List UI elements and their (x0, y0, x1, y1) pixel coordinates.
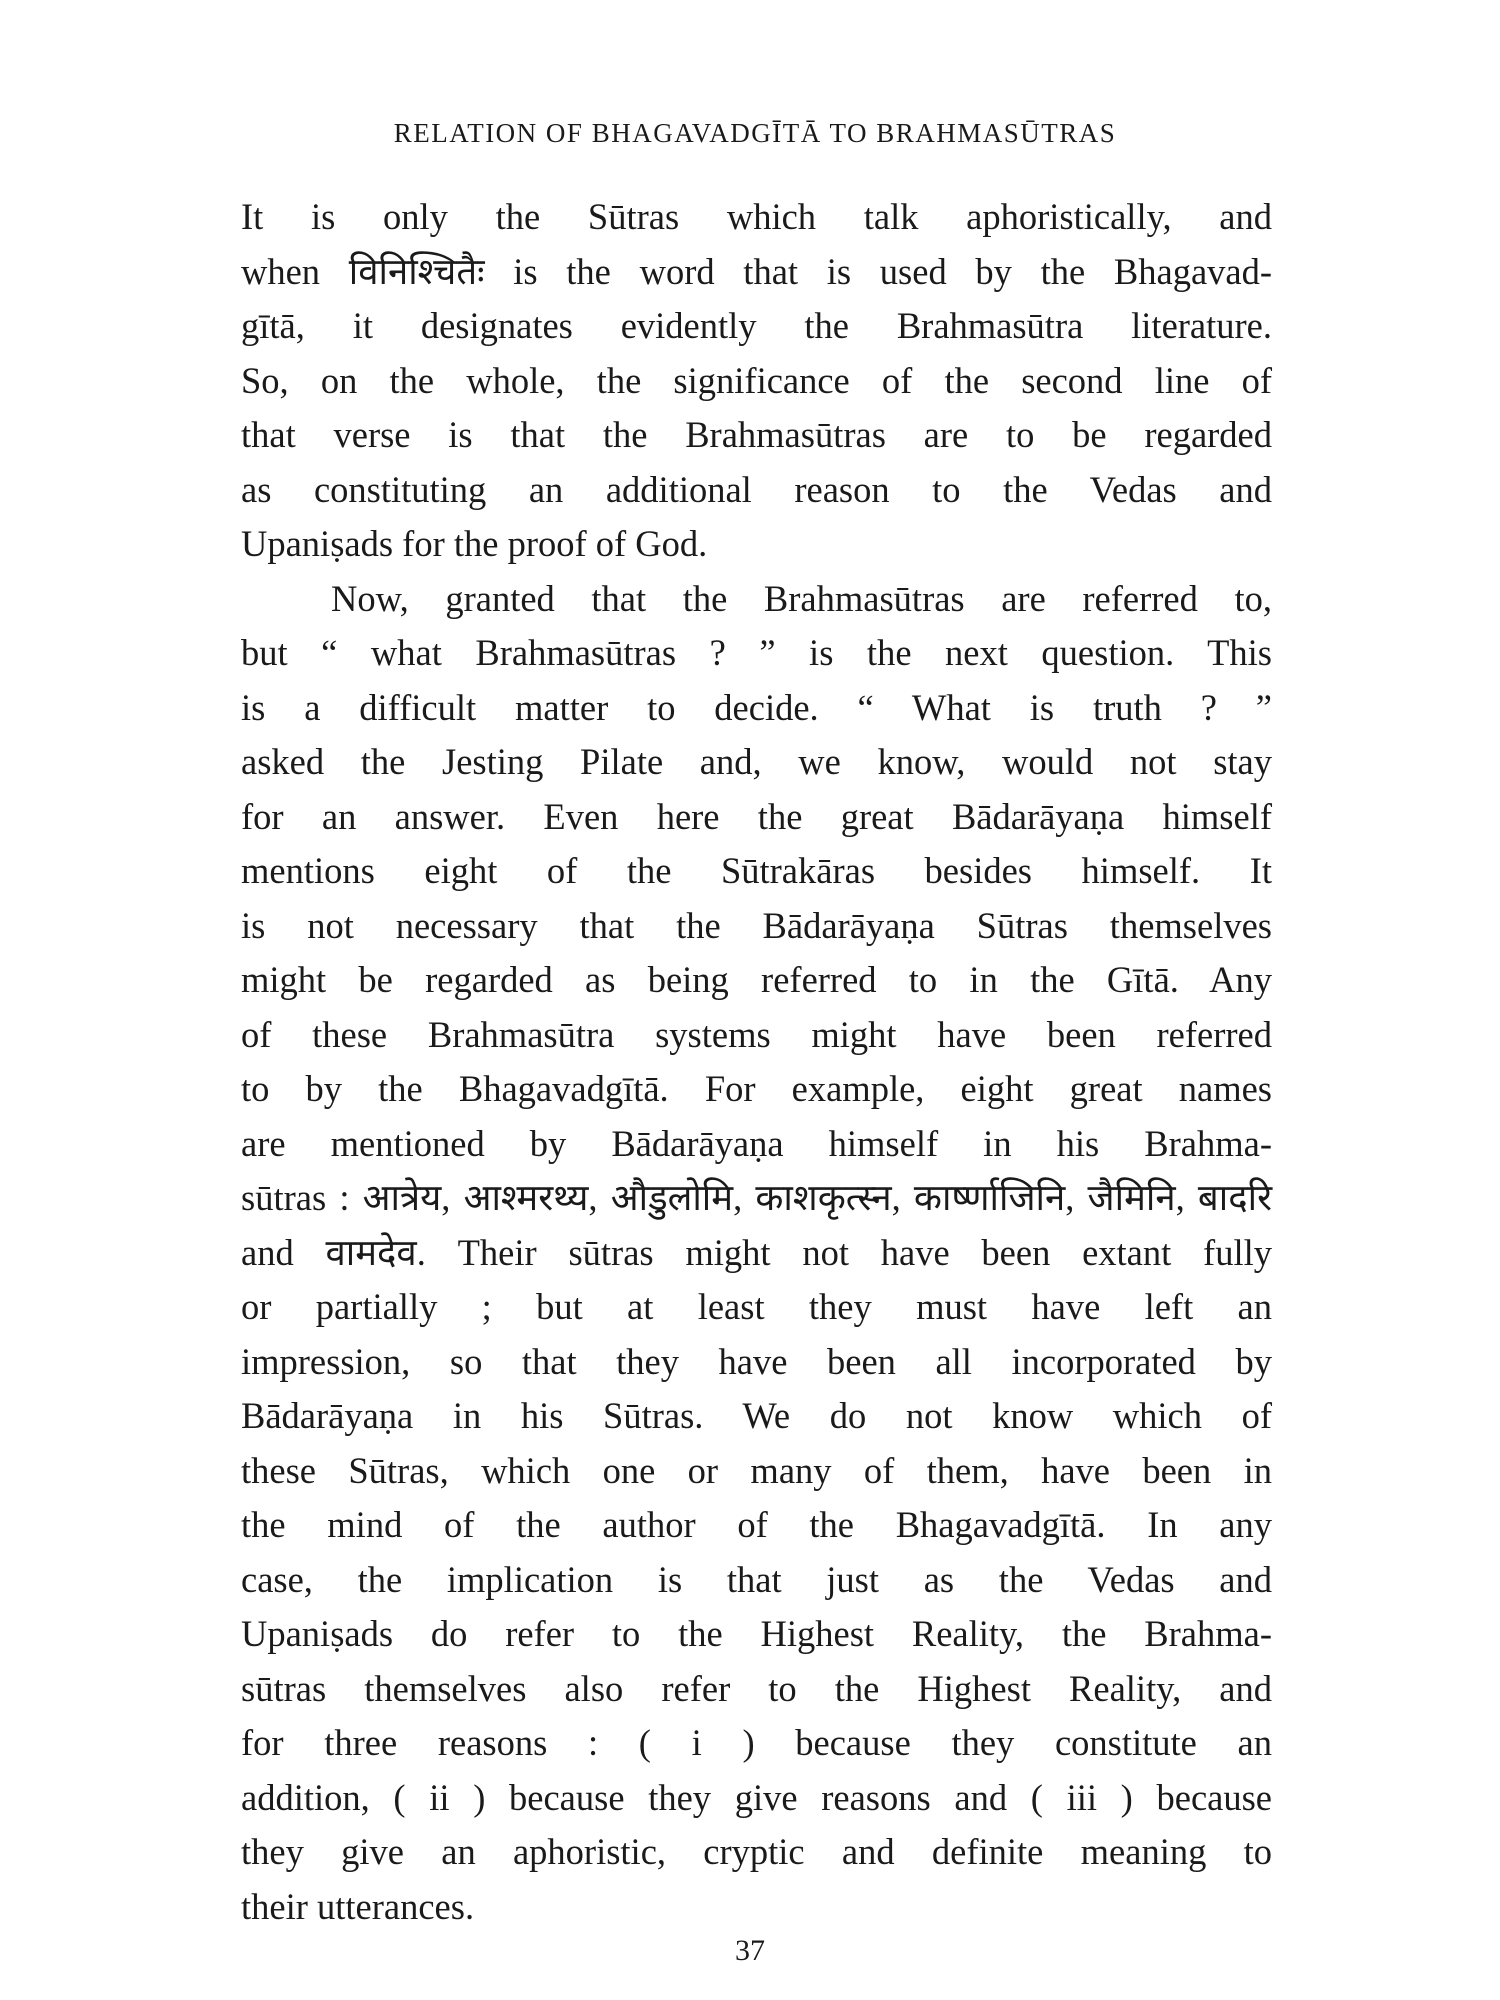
text-line: gītā, it designates evidently the Brahmasūtra literature. (241, 305, 1272, 346)
text-line: for three reasons : ( i ) because they constitute an (241, 1722, 1272, 1763)
text-line: when विनिश्चितैः is the word that is used by the Bhagavad- (241, 250, 1272, 292)
text-line: of these Brahmasūtra systems might have been referred (241, 1013, 1272, 1055)
text-line: is a difficult matter to decide. “ What is truth ? ” (241, 686, 1272, 728)
text-line: or partially ; but at least they must have left an (241, 1286, 1272, 1327)
text-line: that verse is that the Brahmasūtras are to be regarded (241, 414, 1272, 455)
text-line: sūtras themselves also refer to the Highest Reality, and (241, 1667, 1272, 1709)
text-line: as constituting an additional reason to the Vedas and (241, 468, 1272, 510)
text-line: might be regarded as being referred to in the Gītā. Any (241, 959, 1272, 1000)
text-line: case, the implication is that just as the Vedas and (241, 1558, 1272, 1600)
text-line: mentions eight of the Sūtrakāras besides himself. It (241, 850, 1272, 891)
text-line: Upaniṣads do refer to the Highest Reality, the Brahma- (241, 1613, 1272, 1654)
text-line: their utterances. (241, 1885, 475, 1927)
text-line: Upaniṣads for the proof of God. (241, 523, 708, 564)
page-number: 37 (735, 1934, 765, 1967)
text-line: are mentioned by Bādarāyaṇa himself in his Brahma- (241, 1122, 1272, 1164)
body-text (241, 190, 1272, 1934)
text-line: So, on the whole, the significance of the second line of (241, 359, 1272, 401)
text-line: these Sūtras, which one or many of them, have been in (241, 1449, 1272, 1491)
text-line: addition, ( ii ) because they give reasons and ( iii ) because (241, 1776, 1272, 1818)
text-line: they give an aphoristic, cryptic and definite meaning to (241, 1831, 1272, 1872)
running-head: RELATION OF BHAGAVADGĪTĀ TO BRAHMASŪTRAS (393, 118, 1117, 148)
text-line: It is only the Sūtras which talk aphoristically, and (241, 196, 1272, 237)
text-line: Now, granted that the Brahmasūtras are referred to, (331, 577, 1272, 619)
text-line: the mind of the author of the Bhagavadgītā. In any (241, 1504, 1272, 1545)
text-line: sūtras : आत्रेय, आश्मरथ्य, औडुलोमि, काशकृत्स्न, कार्ष्णाजिनि, जैमिनि, बादरि (241, 1177, 1272, 1218)
text-line: impression, so that they have been all incorporated by (241, 1340, 1272, 1382)
text-line: for an answer. Even here the great Bādarāyaṇa himself (241, 795, 1272, 837)
text-line: is not necessary that the Bādarāyaṇa Sūtras themselves (241, 904, 1272, 946)
text-line: to by the Bhagavadgītā. For example, eight great names (241, 1068, 1272, 1109)
text-line: asked the Jesting Pilate and, we know, would not stay (241, 741, 1272, 782)
text-line: and वामदेव. Their sūtras might not have been extant fully (241, 1231, 1272, 1273)
text-line: but “ what Brahmasūtras ? ” is the next question. This (241, 632, 1272, 673)
text-line: Bādarāyaṇa in his Sūtras. We do not know which of (241, 1395, 1272, 1436)
